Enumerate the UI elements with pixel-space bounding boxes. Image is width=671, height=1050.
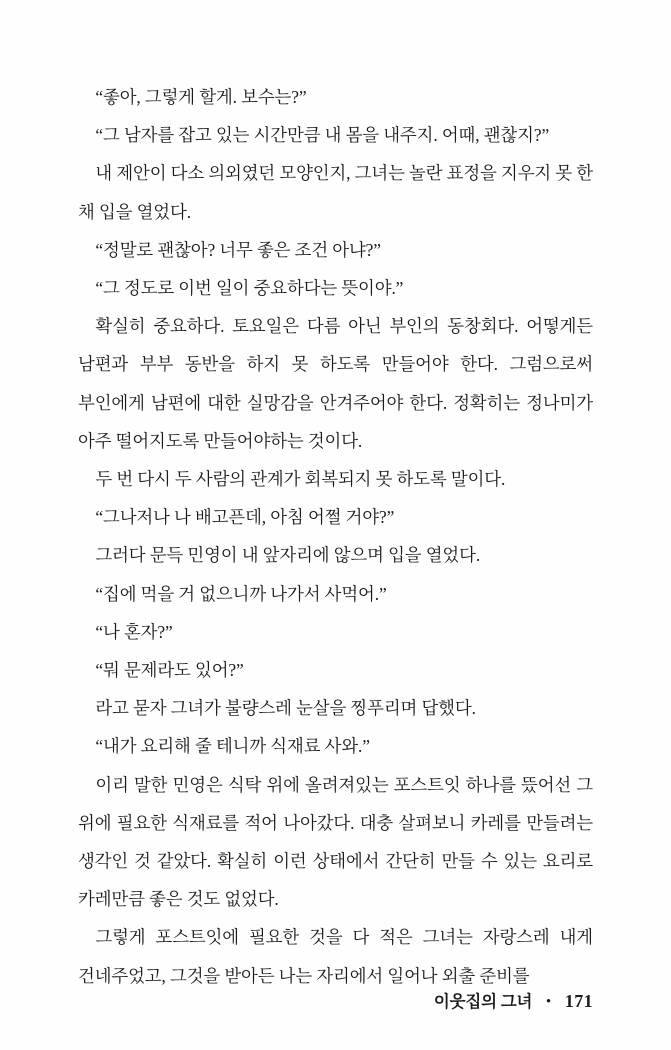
paragraph: “뭐 문제라도 있어?” [95,660,244,681]
paragraph: “좋아, 그렇게 할게. 보수는?” [95,87,307,107]
paragraph: 두 번 다시 두 사람의 관계가 회복되지 못 하도록 말이다. [95,469,506,490]
footer-separator-dot: • [546,993,551,1008]
page-body [78,78,593,995]
paragraph: “정말로 괜찮아? 너무 좋은 조건 아냐?” [95,239,381,260]
paragraph: 이리 말한 민영은 식탁 위에 올려져있는 포스트잇 하나를 뜼어선 그 위에 필요한 식재료를 적어 나아갔다. 대충 살펴보니 카레를 만들려는 생각인 것 같았다. 확실히 이런 상태에서 간단히 만들 수 있는 요리로 카레만큼 좋은 것도 없었다. [78,774,593,910]
paragraph: “그나저나 나 배고픈데, 아침 어쩔 거야?” [95,507,395,528]
page-footer [78,988,593,1012]
paragraph: 라고 묻자 그녀가 불량스레 눈살을 찡푸리며 답했다. [95,698,476,719]
paragraph: “집에 먹을 거 없으니까 나가서 사먹어.” [95,583,387,604]
paragraph: 그러다 문득 민영이 내 앞자리에 않으며 입을 열었다. [95,545,481,566]
page-number: 171 [564,991,593,1011]
paragraph: 그렇게 포스트잇에 필요한 것을 다 적은 그녀는 자랑스레 내게 건네주었고, 그것을 받아든 나는 자리에서 일어나 외출 준비를 [78,927,593,986]
paragraph: 내 제안이 다소 의외였던 모양인지, 그녀는 놀란 표정을 지우지 못 한 채 입을 열었다. [78,163,594,222]
paragraph: “나 혼자?” [95,621,173,642]
paragraph: “그 정도로 이번 일이 중요하다는 뜻이야.” [95,278,404,299]
paragraph: 확실히 중요하다. 토요일은 다름 아닌 부인의 동창회다. 어떻게든 남편과 부부 동반을 하지 못 하도록 만들어야 한다. 그럼으로써 부인에게 남편에 대한 실망감을 안겨주어야 한다. 정확히는 정나미가 아주 떨어지도록 만들어야하는 것이다. [78,316,593,451]
paragraph: “내가 요리해 줄 테니까 식재료 사와.” [95,736,370,757]
paragraph: “그 남자를 잡고 있는 시간만큼 내 몸을 내주지. 어때, 괜찮지?” [95,125,550,146]
footer-book-title: 이웃집의 그녀 [433,992,533,1011]
